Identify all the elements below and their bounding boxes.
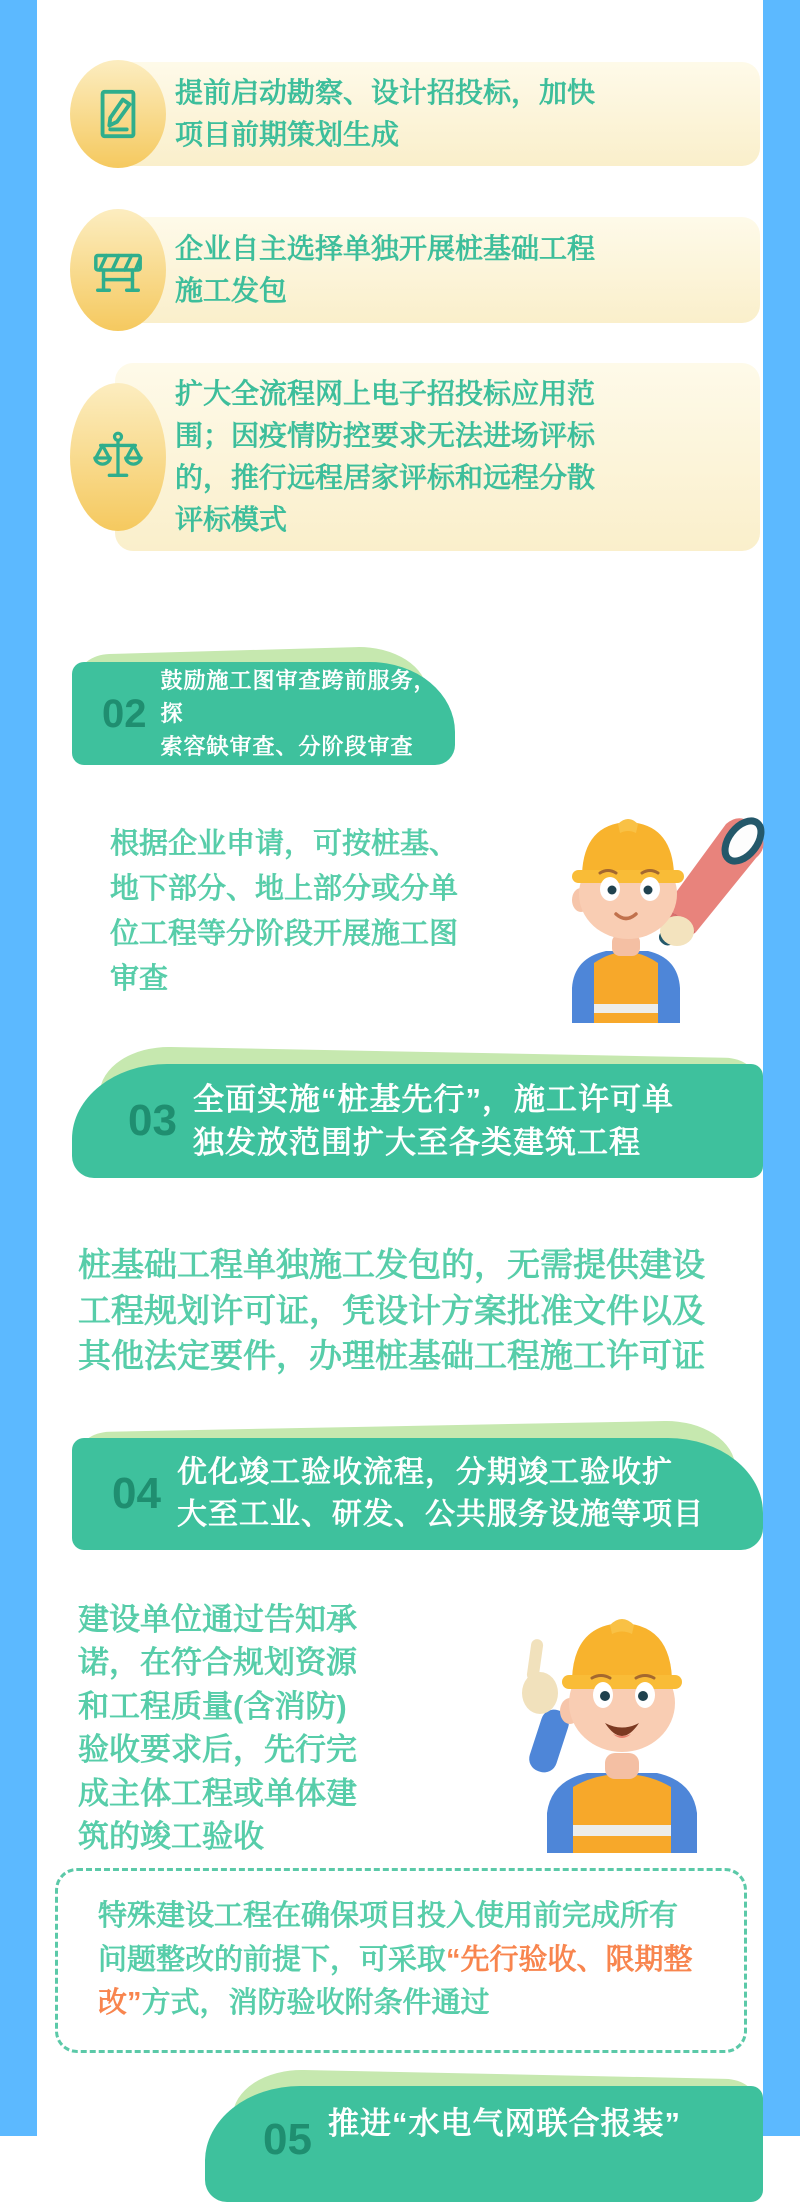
section-number: 03: [128, 1096, 177, 1145]
feature-card-text: 提前启动勘察、设计招投标，加快项目前期策划生成: [175, 77, 596, 150]
scales-icon: [70, 383, 166, 531]
document-edit-icon: [70, 60, 166, 168]
title-line: 大至工业、研发、公共服务设施等项目: [176, 1498, 704, 1531]
section-banner-03: [72, 1050, 763, 1178]
section-title: [193, 1078, 674, 1165]
note-text-highlight: “先行验收、限期整改”: [98, 1943, 693, 2019]
section-number: 05: [263, 2115, 312, 2164]
head: [560, 1619, 682, 1752]
feature-card-1: [115, 62, 760, 166]
note-text-normal: 方式，消防验收附条件通过: [141, 1987, 490, 2019]
note-text: [98, 1895, 698, 2026]
worker-pointing-illustration: [477, 1578, 762, 1856]
section-03-body: 桩基础工程单独施工发包的，无需提供建设工程规划许可证，凭设计方案批准文件以及其他法定要件，办理桩基础工程施工许可证: [78, 1246, 705, 1375]
worker-with-megaphone: [520, 788, 765, 1023]
title-line: 全面实施“桩基先行”，施工许可单: [192, 1081, 674, 1117]
feature-card-text: 扩大全流程网上电子招投标应用范围；因疫情防控要求无法进场评标的，推行远程居家评标和远程分散评标模式: [175, 378, 596, 535]
section-title: [161, 664, 456, 763]
section-04-body: 建设单位通过告知承诺，在符合规划资源和工程质量(含消防)验收要求后，先行完成主体工程或单体建筑的竣工验收: [78, 1602, 357, 1854]
worker-pointing-up: [477, 1578, 762, 1856]
title-line: 鼓励施工图审查跨前服务，探: [160, 668, 437, 726]
vest: [573, 1774, 671, 1853]
section-banner-05: [205, 2072, 763, 2202]
title-line: 优化竣工验收流程，分期竣工验收扩: [176, 1456, 673, 1489]
banner-body: [205, 2086, 763, 2202]
note-text-normal: 特殊建设工程在确保项目投入使用前完成所有问题整改的前提下，可采取: [98, 1900, 679, 1976]
banner-body: [72, 1438, 763, 1550]
feature-card-text: 企业自主选择单独开展桩基础工程施工发包: [175, 233, 596, 306]
section-02-body: 根据企业申请，可按桩基、地下部分、地上部分或分单位工程等分阶段开展施工图审查: [110, 828, 459, 995]
section-number: 02: [102, 691, 147, 736]
note-box: [55, 1868, 747, 2053]
section-title: [177, 1452, 704, 1536]
section-banner-04: [72, 1424, 763, 1550]
content-area: [37, 0, 763, 2164]
barrier-icon: [70, 209, 166, 331]
banner-body: [72, 1064, 763, 1178]
section-title: [328, 2102, 681, 2145]
title-line: 推进“水电气网联合报装”: [327, 2106, 681, 2141]
section-number: 04: [112, 1469, 161, 1518]
title-line: 独发放范围扩大至各类建筑工程: [192, 1125, 641, 1160]
feature-card-3: [115, 363, 760, 551]
title-line: 索容缺审查、分阶段审查: [160, 734, 414, 759]
feature-card-2: [115, 217, 760, 323]
worker-with-megaphone-illustration: [520, 788, 765, 1023]
banner-body: [72, 662, 455, 765]
section-banner-02: [72, 648, 455, 765]
